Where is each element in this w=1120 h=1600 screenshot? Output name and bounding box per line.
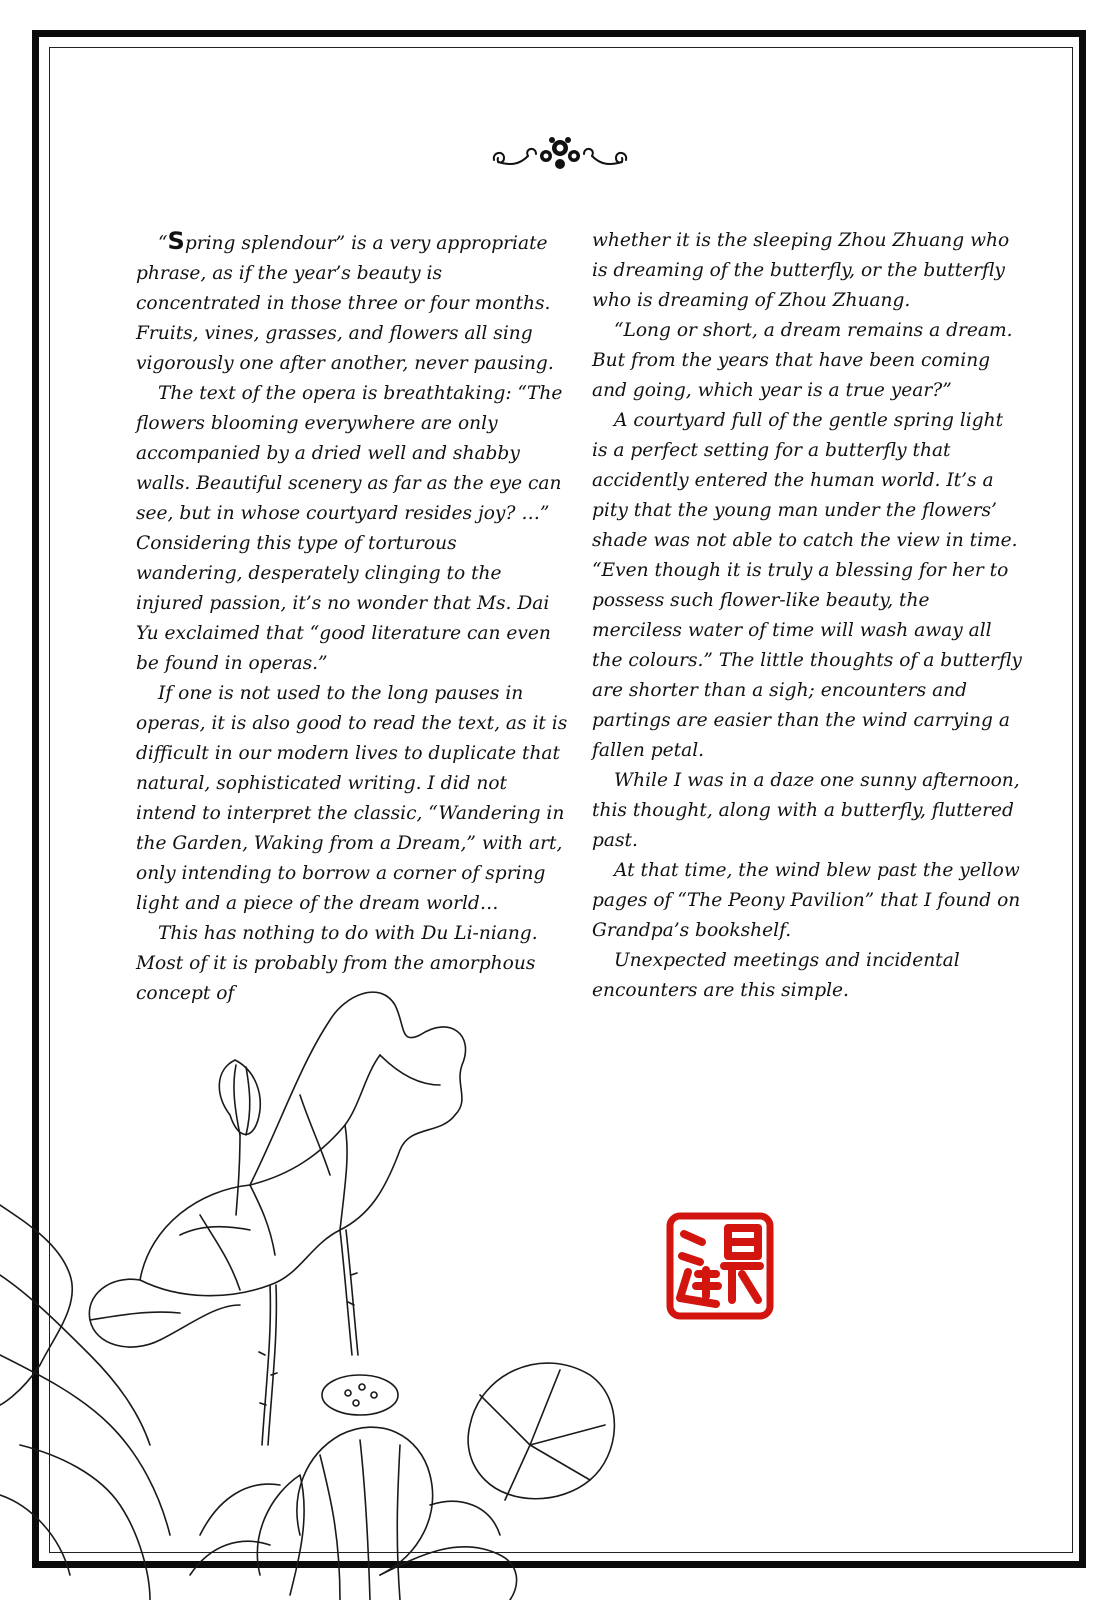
paragraph-7: While I was in a daze one sunny afternoon, this thought, along with a butterfly, fluttered past.	[592, 770, 1020, 851]
text-column-right	[592, 226, 1022, 1006]
drop-cap: S	[167, 227, 185, 255]
red-seal-stamp-icon	[666, 1212, 774, 1320]
paragraph-9: Unexpected meetings and incidental encounters are this simple.	[592, 950, 960, 1001]
opening-quote: “	[158, 233, 168, 254]
lotus-line-drawing	[0, 975, 620, 1600]
paragraph-5: “Long or short, a dream remains a dream. But from the years that have been coming and going, which year is a true year?”	[592, 320, 1013, 401]
paragraph-8: At that time, the wind blew past the yellow pages of “The Peony Pavilion” that I found on Grandpa’s bookshelf.	[592, 860, 1021, 941]
paragraph-4: This has nothing to do with Du Li-niang. Most of it is probably from the amorphous concept of	[136, 923, 538, 1004]
paragraph-6: A courtyard full of the gentle spring light is a perfect setting for a butterfly that accidently entered the human world. It’s a pity that the young man under the flowers’ shade was not able to catch the view in time. “Even though it is truly a blessing for her to possess such flower-like beauty, the merciless water of time will wash away all the colours.” The little thoughts of a butterfly are shorter than a sigh; encounters and partings are easier than the wind carrying a fallen petal.	[592, 410, 1022, 761]
paragraph-1	[136, 226, 568, 379]
paragraph-4-continued: whether it is the sleeping Zhou Zhuang who is dreaming of the butterfly, or the butterfly who is dreaming of Zhou Zhuang.	[592, 230, 1010, 311]
paragraph-1-text: pring splendour” is a very appropriate phrase, as if the year’s beauty is concentrated in those three or four months. Fruits, vines, grasses, and flowers all sing vigorously one after another, never pausing.	[136, 233, 554, 374]
text-column-left	[136, 226, 568, 1009]
paragraph-2: The text of the opera is breathtaking: “The flowers blooming everywhere are only accompanied by a dried well and shabby walls. Beautiful scenery as far as the eye can see, but in whose courtyard resides joy? …” Considering this type of torturous wandering, desperately clinging to the injured passion, it’s no wonder that Ms. Dai Yu exclaimed that “good literature can even be found in operas.”	[136, 383, 563, 674]
paragraph-3: If one is not used to the long pauses in operas, it is also good to read the text, as it is difficult in our modern lives to duplicate that natural, sophisticated writing. I did not intend to interpret the classic, “Wandering in the Garden, Waking from a Dream,” with art, only intending to borrow a corner of spring light and a piece of the dream world…	[136, 683, 568, 914]
scroll-ornament-icon	[490, 130, 630, 174]
